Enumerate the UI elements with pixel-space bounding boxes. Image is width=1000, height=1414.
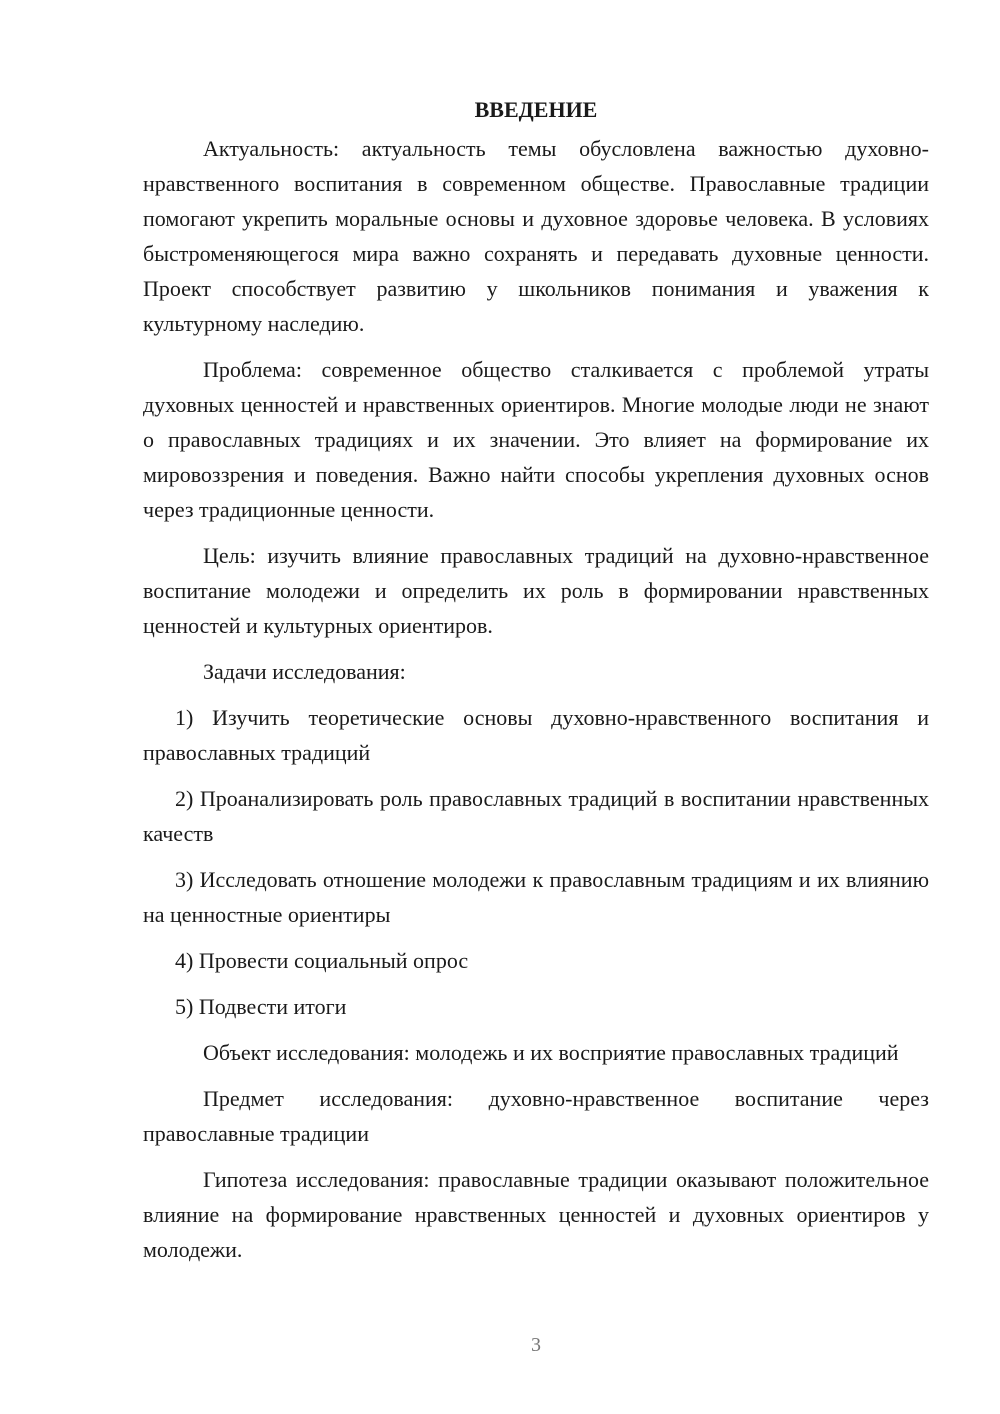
goal-paragraph: Цель: изучить влияние православных традиций на духовно-нравственное воспитание молодежи и определить их роль в формировании нравственных ценностей и культурных ориентиров.: [143, 543, 929, 638]
task-item: 4) Провести социальный опрос: [175, 948, 469, 973]
object-paragraph: Объект исследования: молодежь и их восприятие православных традиций: [203, 1040, 899, 1065]
page-number: 3: [531, 1334, 541, 1356]
document-page: [143, 92, 929, 1278]
tasks-heading: Задачи исследования:: [203, 659, 406, 684]
problem-paragraph: Проблема: современное общество сталкивается с проблемой утраты духовных ценностей и нравственных ориентиров. Многие молодые люди не знают о православных традициях и их значении. Это влияет на формирование их мировоззрения и поведения. Важно найти способы укрепления духовных основ через традиционные ценности.: [143, 357, 929, 522]
task-item: 2) Проанализировать роль православных традиций в воспитании нравственных качеств: [143, 786, 929, 846]
subject-paragraph: Предмет исследования: духовно-нравственное воспитание через православные традиции: [143, 1086, 929, 1146]
tasks-list: [143, 700, 929, 1024]
task-item: 1) Изучить теоретические основы духовно-нравственного воспитания и православных традиций: [143, 705, 929, 765]
task-item: 3) Исследовать отношение молодежи к православным традициям и их влиянию на ценностные ориентиры: [143, 867, 929, 927]
hypothesis-paragraph: Гипотеза исследования: православные традиции оказывают положительное влияние на формирование нравственных ценностей и духовных ориентиров у молодежи.: [143, 1167, 929, 1262]
section-title: ВВЕДЕНИЕ: [474, 97, 598, 122]
task-item: 5) Подвести итоги: [175, 994, 347, 1019]
relevance-paragraph: Актуальность: актуальность темы обусловлена важностью духовно-нравственного воспитания в современном обществе. Православные традиции помогают укрепить моральные основы и духовное здоровье человека. В условиях быстроменяющегося мира важно сохранять и передавать духовные ценности. Проект способствует развитию у школьников понимания и уважения к культурному наследию.: [143, 136, 929, 336]
